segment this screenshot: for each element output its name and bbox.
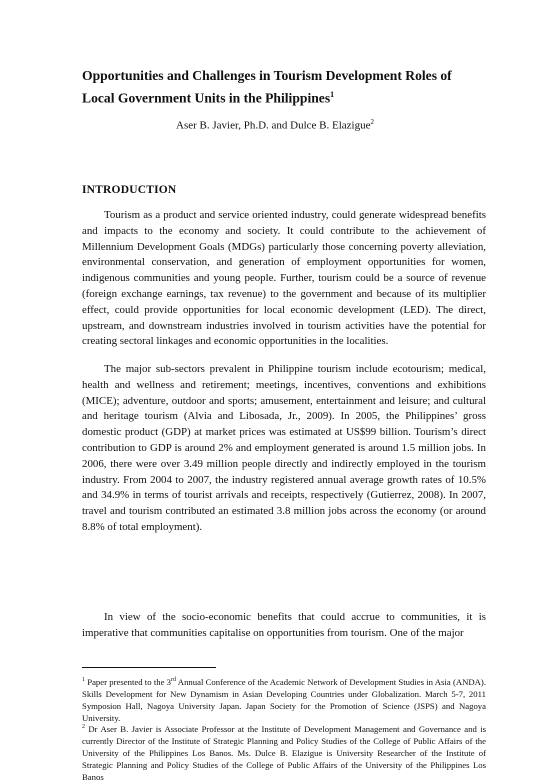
body-paragraph: In view of the socio-economic benefits that could accrue to communities, it is imperative that communities capitalise on opportunities from tourism. One of the major: [82, 611, 486, 639]
footnote-mark: 2: [82, 724, 85, 730]
footnote-text: Annual Conference of the Academic Network of Development Studies in Asia (ANDA). Skills Development for New Dynamism in Asian Developing Countries under Globalization. March 5-7, 2011 Symposion Hall, Nagoya University Japan. Japan Society for the Promotion of Science (JSPS) and Nagoya University.: [82, 676, 486, 724]
author-footnote-mark: 2: [370, 118, 374, 126]
footnote: [82, 721, 486, 783]
footnote-text: Paper presented to the 3: [85, 676, 172, 687]
paper-title: [82, 66, 482, 108]
title-footnote-mark: 1: [330, 90, 335, 99]
footnote-divider: [82, 667, 216, 668]
body-paragraph: Tourism as a product and service oriented industry, could generate widespread benefits and impacts to the economy and society. It could contribute to the achievement of Millennium Development Goals (MDGs) particularly those concerning poverty alleviation, environmental conservation, and generation of employment opportunities for women, indigenous communities and young people. Further, tourism could be a source of revenue (foreign exchange earnings, tax revenue) to the government and because of its multiplier effect, could provide opportunities for local economic development (LED). The direct, upstream, and downstream industries involved in tourism activities have the potential for creating sectoral linkages and economic opportunities in the localities.: [82, 209, 486, 348]
author-names: Aser B. Javier, Ph.D. and Dulce B. Elazigue: [176, 119, 371, 132]
paper-title-text: Opportunities and Challenges in Tourism Development Roles of Local Government Units in the Philippines: [82, 68, 452, 106]
footnote-mark: 1: [82, 677, 85, 683]
footnote-text: Dr Aser B. Javier is Associate Professor at the Institute of Development Management and Governance and is currently Director of the Institute of Strategic Planning and Policy Studies of the College of Public Affairs of the University of the Philippines Los Banos. Ms. Dulce B. Elazigue is University Researcher of the Institute of Strategic Planning and Policy Studies of the College of Public Affairs of the University of the Philippines Los Banos: [82, 723, 486, 783]
footnote: [82, 674, 486, 724]
author-line: [0, 118, 550, 132]
footnote-ordinal: rd: [171, 677, 177, 683]
body-paragraph: The major sub-sectors prevalent in Philippine tourism include ecotourism; medical, health and wellness and retirement; meetings, incentives, conventions and exhibitions (MICE); adventure, outdoor and sports; amusement, entertainment and leisure; and cultural and heritage tourism (Alvia and Libosada, Jr., 2009). In 2005, the Philippines’ gross domestic product (GDP) at market prices was estimated at US$99 billion. Tourism’s direct contribution to GDP is around 2% and employment generated is around 1.5 million jobs. In 2006, there were over 3.49 million people directly and indirectly employed in the tourism industry. From 2004 to 2007, the industry registered annual average growth rates of 10.5% and 34.9% in terms of tourist arrivals and receipts, respectively (Gutierrez, 2008). In 2007, travel and tourism contributed an estimated 3.8 million jobs across the economy (or around 8.8% of total employment).: [82, 363, 486, 533]
section-heading: INTRODUCTION: [82, 184, 177, 196]
